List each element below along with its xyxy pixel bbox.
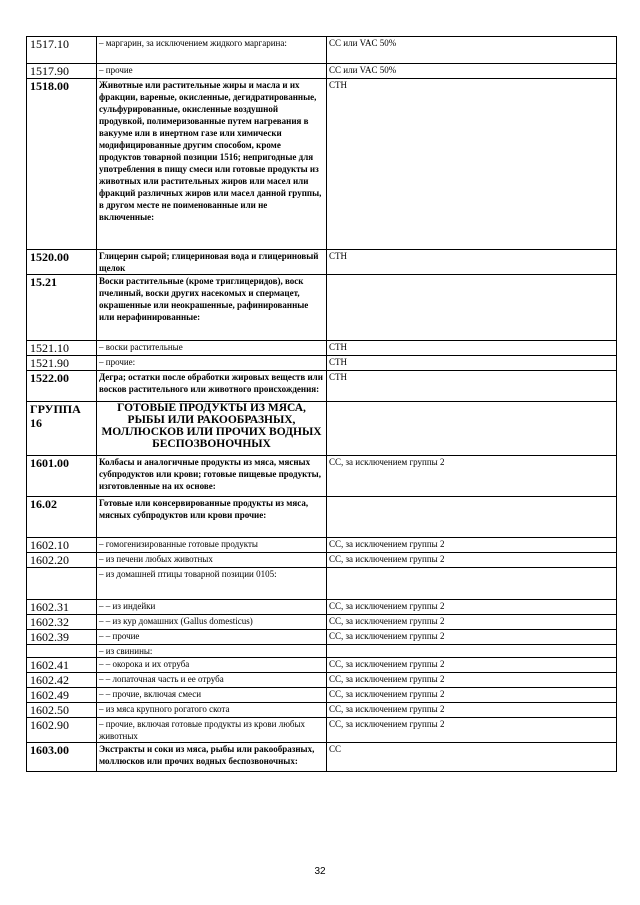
hs-code-cell: 1601.00 (27, 456, 97, 497)
description-cell: – – из индейки (97, 600, 327, 615)
origin-criterion-cell: СТН (327, 356, 617, 371)
hs-code-cell: 1522.00 (27, 371, 97, 402)
origin-criterion-cell: СТН (327, 250, 617, 275)
table-row (27, 371, 617, 402)
description-cell: Воски растительные (кроме триглицеридов), воск пчелиный, воски других насекомых и спермацет, окрашенные или неокрашенные, рафинированные или нерафинированные: (97, 275, 327, 341)
origin-criterion-cell: СС, за исключением группы 2 (327, 718, 617, 743)
description-cell: – – прочие, включая смеси (97, 688, 327, 703)
origin-criterion-cell: СС, за исключением группы 2 (327, 703, 617, 718)
description-cell: – из домашней птицы товарной позиции 0105: (97, 568, 327, 600)
description-cell: – – лопаточная часть и ее отруба (97, 673, 327, 688)
description-cell: Глицерин сырой; глицериновая вода и глицериновый щелок (97, 250, 327, 275)
hs-code-cell: 1602.42 (27, 673, 97, 688)
table-row (27, 645, 617, 658)
origin-criterion-cell (327, 275, 617, 341)
table-row (27, 497, 617, 538)
origin-criterion-cell (327, 645, 617, 658)
table-row (27, 718, 617, 743)
hs-code-cell: 1602.41 (27, 658, 97, 673)
table-row (27, 630, 617, 645)
description-cell: – – окорока и их отруба (97, 658, 327, 673)
description-cell: ГОТОВЫЕ ПРОДУКТЫ ИЗ МЯСА, РЫБЫ ИЛИ РАКООБРАЗНЫХ, МОЛЛЮСКОВ ИЛИ ПРОЧИХ ВОДНЫХ БЕСПОЗВОНОЧНЫХ (97, 402, 327, 456)
table-row (27, 553, 617, 568)
hs-code-cell: 1521.10 (27, 341, 97, 356)
description-cell: – из мяса крупного рогатого скота (97, 703, 327, 718)
description-cell: – – из кур домашних (Gallus domesticus) (97, 615, 327, 630)
hs-code-cell: 1521.90 (27, 356, 97, 371)
description-cell: – из печени любых животных (97, 553, 327, 568)
table-row (27, 250, 617, 275)
page-number: 32 (314, 866, 326, 877)
origin-criterion-cell: СС, за исключением группы 2 (327, 673, 617, 688)
hs-code-cell (27, 645, 97, 658)
origin-criterion-cell: СС, за исключением группы 2 (327, 630, 617, 645)
table-row (27, 600, 617, 615)
hs-code-cell: 1602.50 (27, 703, 97, 718)
origin-criterion-cell: СС или VAC 50% (327, 64, 617, 79)
description-cell: Готовые или консервированные продукты из мяса, мясных субпродуктов или крови прочие: (97, 497, 327, 538)
origin-criterion-cell: СС, за исключением группы 2 (327, 456, 617, 497)
table-row (27, 37, 617, 64)
origin-criterion-cell: СТН (327, 341, 617, 356)
hs-code-cell: 1602.20 (27, 553, 97, 568)
table-row (27, 688, 617, 703)
description-cell: Колбасы и аналогичные продукты из мяса, мясных субпродуктов или крови; готовые пищевые продукты, изготовленные на их основе: (97, 456, 327, 497)
origin-criterion-cell: СС, за исключением группы 2 (327, 688, 617, 703)
origin-criterion-cell (327, 402, 617, 456)
origin-criterion-cell: СТН (327, 79, 617, 250)
origin-criterion-cell: СС или VAC 50% (327, 37, 617, 64)
table-row (27, 64, 617, 79)
hs-code-cell: 1602.90 (27, 718, 97, 743)
hs-code-cell: 1603.00 (27, 743, 97, 772)
description-cell: – гомогенизированные готовые продукты (97, 538, 327, 553)
origin-criterion-cell (327, 497, 617, 538)
table-row (27, 658, 617, 673)
origin-criterion-cell: СС, за исключением группы 2 (327, 600, 617, 615)
origin-criterion-cell (327, 568, 617, 600)
origin-criterion-cell: СС, за исключением группы 2 (327, 538, 617, 553)
description-cell: – маргарин, за исключением жидкого маргарина: (97, 37, 327, 64)
origin-criterion-cell: СС, за исключением группы 2 (327, 553, 617, 568)
hs-code-cell: 1602.31 (27, 600, 97, 615)
description-cell: – – прочие (97, 630, 327, 645)
table-row (27, 275, 617, 341)
hs-code-cell: 1602.39 (27, 630, 97, 645)
hs-code-cell: 1517.10 (27, 37, 97, 64)
origin-criterion-cell: СС, за исключением группы 2 (327, 615, 617, 630)
description-cell: Дегра; остатки после обработки жировых веществ или восков растительного или животного происхождения: (97, 371, 327, 402)
origin-criterion-cell: СС (327, 743, 617, 772)
hs-code-cell: 16.02 (27, 497, 97, 538)
hs-code-cell: 1518.00 (27, 79, 97, 250)
description-cell: – прочие: (97, 356, 327, 371)
group-header-row (27, 402, 617, 456)
table-row (27, 341, 617, 356)
table-row (27, 673, 617, 688)
table-row (27, 79, 617, 250)
table-row (27, 615, 617, 630)
table-row (27, 743, 617, 772)
origin-criterion-cell: СТН (327, 371, 617, 402)
hs-code-cell: 1520.00 (27, 250, 97, 275)
description-cell: – прочие (97, 64, 327, 79)
hs-code-cell: 1602.49 (27, 688, 97, 703)
hs-code-cell: ГРУППА 16 (27, 402, 97, 456)
description-cell: – прочие, включая готовые продукты из крови любых животных (97, 718, 327, 743)
description-cell: Животные или растительные жиры и масла и их фракции, вареные, окисленные, дегидратированные, сульфурированные, окисленные воздушной продувкой, полимеризованные путем нагревания в вакууме или в инертном газе или химически модифицированные другим способом, кроме продуктов товарной позиции 1516; непригодные для употребления в пищу смеси или готовые продукты из животных или растительных жиров или масел или фракций различных жиров или масел данной группы, в другом месте не поименованные или не включенные: (97, 79, 327, 250)
hs-code-cell: 1602.32 (27, 615, 97, 630)
description-cell: – из свинины: (97, 645, 327, 658)
description-cell: Экстракты и соки из мяса, рыбы или ракообразных, моллюсков или прочих водных беспозвоночных: (97, 743, 327, 772)
origin-criterion-cell: СС, за исключением группы 2 (327, 658, 617, 673)
hs-code-cell (27, 568, 97, 600)
table-row (27, 538, 617, 553)
hs-code-cell: 1517.90 (27, 64, 97, 79)
hs-code-cell: 1602.10 (27, 538, 97, 553)
table-row (27, 356, 617, 371)
description-cell: – воски растительные (97, 341, 327, 356)
table-row (27, 703, 617, 718)
hs-code-cell: 15.21 (27, 275, 97, 341)
table-row (27, 568, 617, 600)
rules-of-origin-table (26, 36, 617, 772)
table-row (27, 456, 617, 497)
